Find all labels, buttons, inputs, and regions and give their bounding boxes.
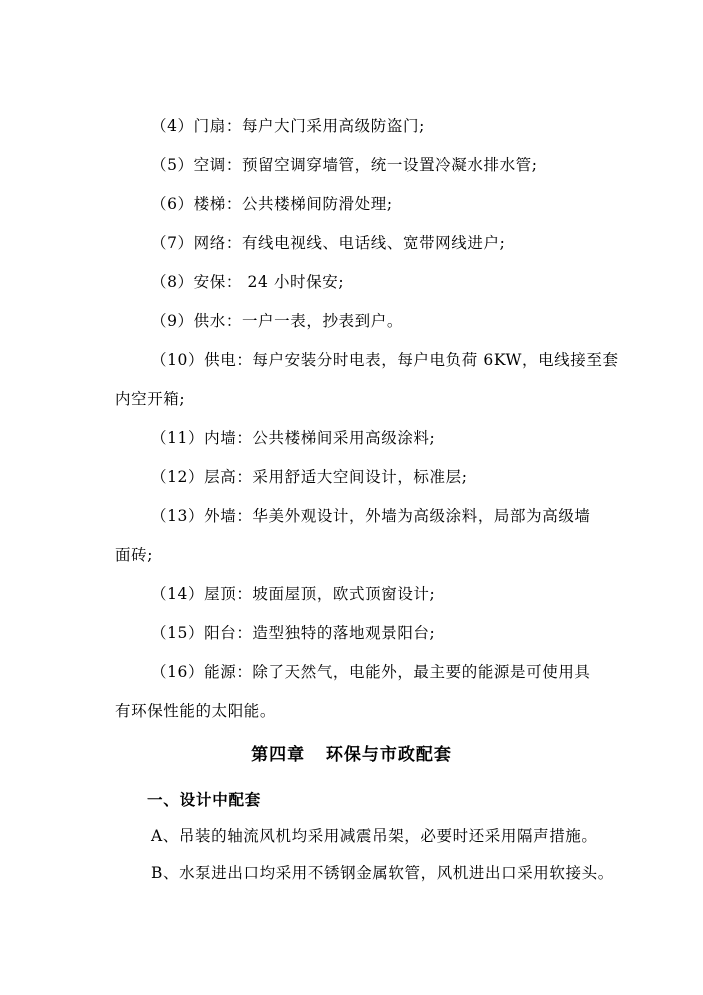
item-5-air-conditioning: （5）空调：预留空调穿墙管，统一设置冷凝水排水管;	[151, 156, 538, 174]
item-10-power-line2: 内空开箱;	[115, 390, 186, 408]
chapter-title: 第四章 环保与市政配套	[251, 745, 452, 765]
item-7-network: （7）网络：有线电视线、电话线、宽带网线进户;	[151, 234, 506, 252]
item-16-energy-line2: 有环保性能的太阳能。	[115, 702, 277, 720]
item-13-outer-wall-line2: 面砖;	[115, 546, 154, 564]
sub-item-a: A、吊装的轴流风机均采用减震吊架，必要时还采用隔声措施。	[151, 827, 598, 845]
item-11-inner-wall: （11）内墙：公共楼梯间采用高级涂料;	[151, 429, 436, 447]
item-12-floor-height: （12）层高：采用舒适大空间设计，标准层;	[151, 468, 468, 486]
sub-item-b: B、水泵进出口均采用不锈钢金属软管，风机进出口采用软接头。	[151, 864, 614, 882]
item-14-roof: （14）屋顶：坡面屋顶，欧式顶窗设计;	[151, 585, 436, 603]
item-15-balcony: （15）阳台：造型独特的落地观景阳台;	[151, 624, 436, 642]
item-4-door: （4）门扇：每户大门采用高级防盗门;	[151, 117, 425, 135]
item-10-power-line1: （10）供电：每户安装分时电表，每户电负荷 6KW，电线接至套	[151, 351, 619, 369]
item-9-water-supply: （9）供水：一户一表，抄表到户。	[151, 312, 403, 330]
item-6-stairs: （6）楼梯：公共楼梯间防滑处理;	[151, 195, 393, 213]
item-16-energy-line1: （16）能源：除了天然气，电能外，最主要的能源是可使用具	[151, 663, 591, 681]
section-title: 一、设计中配套	[147, 791, 262, 809]
item-8-security: （8）安保： 24 小时保安;	[151, 273, 345, 291]
item-13-outer-wall-line1: （13）外墙：华美外观设计，外墙为高级涂料，局部为高级墙	[151, 507, 591, 525]
